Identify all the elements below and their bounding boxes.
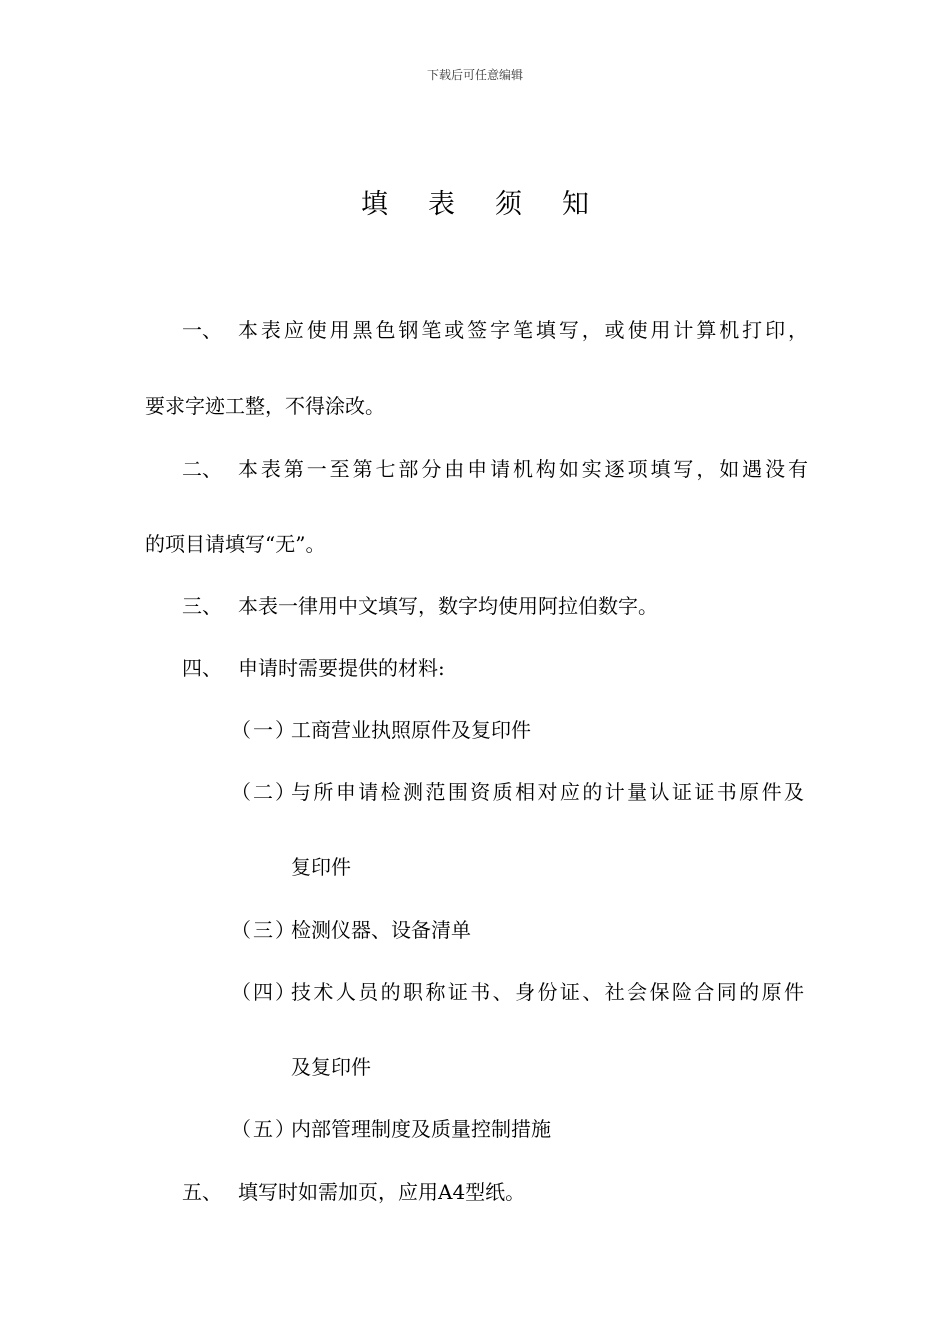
title-char: 表 bbox=[428, 189, 455, 220]
item-3-line-1 bbox=[182, 592, 658, 620]
title-char: 填 bbox=[361, 189, 388, 220]
item-3-number: 三、 bbox=[182, 594, 222, 618]
sub-item-2-text: 与所申请检测范围资质相对应的计量认证证书原件及 bbox=[291, 780, 804, 804]
sub-item-2 bbox=[231, 778, 804, 806]
item-1-text: 本表应使用黑色钢笔或签字笔填写，或使用计算机打印， bbox=[238, 318, 808, 342]
item-4-line-1 bbox=[182, 654, 445, 682]
item-5-line-1 bbox=[182, 1178, 525, 1206]
item-2-line-2: 的项目请填写“无”。 bbox=[145, 532, 326, 556]
item-5-number: 五、 bbox=[182, 1180, 222, 1204]
item-4-text: 申请时需要提供的材料: bbox=[238, 656, 445, 680]
item-2-line-1 bbox=[182, 455, 808, 483]
header-note: 下载后可任意编辑 bbox=[426, 68, 523, 82]
item-1-line-1 bbox=[182, 316, 808, 344]
title-char: 须 bbox=[495, 189, 522, 220]
item-2-number: 二、 bbox=[182, 457, 222, 481]
item-1-number: 一、 bbox=[182, 318, 222, 342]
item-5-text: 填写时如需加页，应用A4型纸。 bbox=[238, 1180, 526, 1204]
sub-item-4-number: （四） bbox=[231, 980, 297, 1004]
sub-item-1-text: 工商营业执照原件及复印件 bbox=[291, 718, 531, 742]
item-2-text: 本表第一至第七部分由申请机构如实逐项填写，如遇没有 bbox=[238, 457, 808, 481]
sub-item-2-number: （二） bbox=[231, 780, 297, 804]
item-4-number: 四、 bbox=[182, 656, 222, 680]
sub-item-5-text: 内部管理制度及质量控制措施 bbox=[291, 1117, 551, 1141]
sub-item-4-continuation: 及复印件 bbox=[291, 1055, 371, 1079]
sub-item-3 bbox=[231, 916, 471, 944]
sub-item-1-number: （一） bbox=[231, 718, 297, 742]
sub-item-1 bbox=[231, 716, 531, 744]
sub-item-3-number: （三） bbox=[231, 918, 297, 942]
page-title bbox=[0, 182, 950, 221]
title-char: 知 bbox=[562, 189, 589, 220]
sub-item-3-text: 检测仪器、设备清单 bbox=[291, 918, 471, 942]
sub-item-5 bbox=[231, 1115, 551, 1143]
item-3-text: 本表一律用中文填写，数字均使用阿拉伯数字。 bbox=[238, 594, 658, 618]
item-1-line-2: 要求字迹工整，不得涂改。 bbox=[145, 394, 385, 418]
sub-item-5-number: （五） bbox=[231, 1117, 297, 1141]
sub-item-4-text: 技术人员的职称证书、身份证、社会保险合同的原件 bbox=[291, 980, 804, 1004]
sub-item-4 bbox=[231, 978, 804, 1006]
sub-item-2-continuation: 复印件 bbox=[291, 855, 351, 879]
